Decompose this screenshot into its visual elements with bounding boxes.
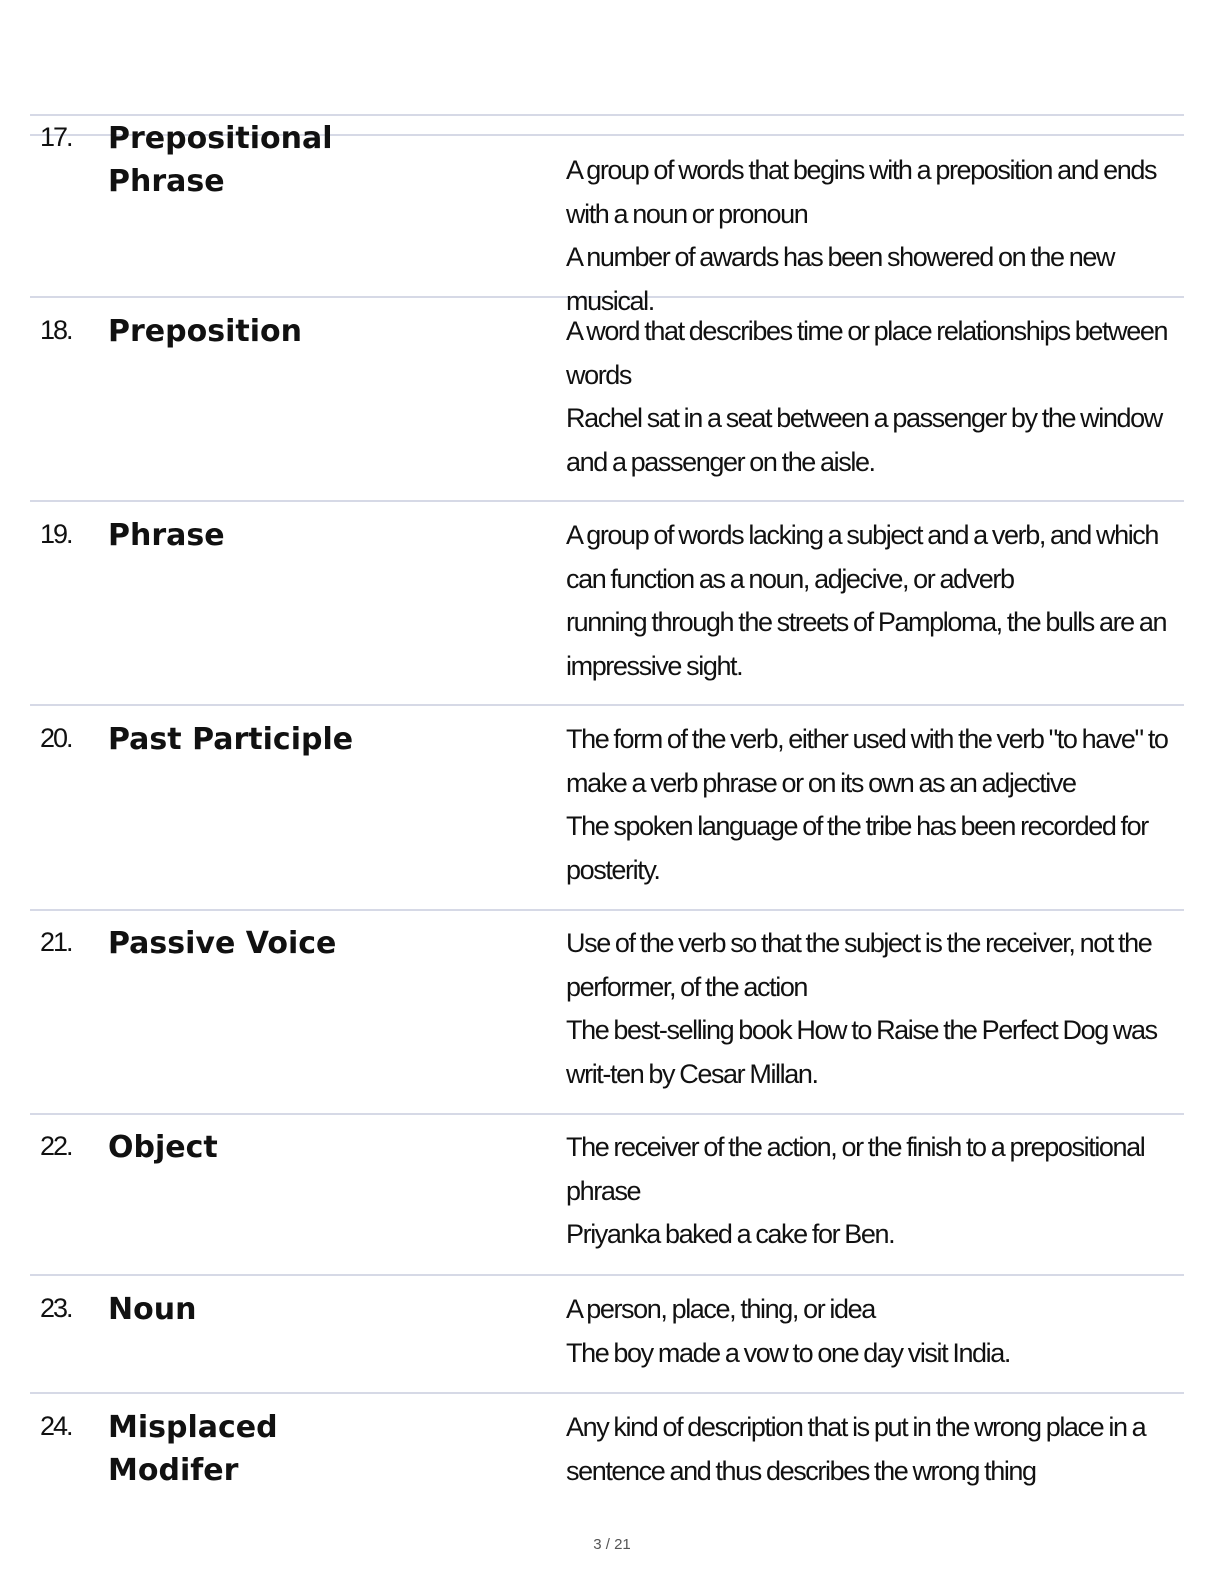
entry-term: Misplaced Modifer — [108, 1410, 278, 1488]
entry-definition: A word that describes time or place relationships between words — [566, 316, 1168, 390]
entry-example: Rachel sat in a seat between a passenger by the window and a passenger on the aisle. — [566, 403, 1162, 477]
entry-number: 23. — [40, 1293, 72, 1323]
entry-definition: Use of the verb so that the subject is the receiver, not the performer, of the action — [566, 928, 1152, 1002]
entry-example: The spoken language of the tribe has been recorded for posterity. — [566, 811, 1148, 885]
entry-definition-block — [566, 1126, 1186, 1257]
entry-example: A number of awards has been showered on the new musical. — [566, 242, 1115, 316]
entry-number: 21. — [40, 927, 72, 957]
entry-definition-block — [566, 149, 1186, 323]
entry-term: Passive Voice — [108, 926, 337, 961]
entry-number: 19. — [40, 519, 72, 549]
entry-definition-block — [566, 1288, 1186, 1375]
entry-term: Past Participle — [108, 722, 354, 757]
entry-term: Object — [108, 1130, 218, 1165]
entry-definition: A group of words that begins with a preposition and ends with a noun or pronoun — [566, 155, 1157, 229]
row-divider — [30, 1113, 1184, 1115]
entry-definition-block — [566, 514, 1186, 688]
entry-term: Phrase — [108, 518, 225, 553]
entry-number: 24. — [40, 1411, 72, 1441]
entry-definition: A group of words lacking a subject and a verb, and which can function as a noun, adjecive, or adverb — [566, 520, 1159, 594]
entry-example: Priyanka baked a cake for Ben. — [566, 1219, 895, 1249]
entry-definition-block — [566, 1406, 1186, 1493]
row-divider — [30, 909, 1184, 911]
entry-definition: The form of the verb, either used with the verb "to have" to make a verb phrase or on its own as an adjective — [566, 724, 1168, 798]
entry-term: Noun — [108, 1292, 197, 1327]
entry-number: 22. — [40, 1131, 72, 1161]
entry-term: Prepositional Phrase — [108, 121, 333, 199]
entry-definition-block — [566, 922, 1186, 1096]
entry-definition-block — [566, 310, 1186, 484]
entry-number: 17. — [40, 122, 72, 152]
row-divider — [30, 1392, 1184, 1394]
entry-term: Preposition — [108, 314, 302, 349]
entry-definition: The receiver of the action, or the finish to a prepositional phrase — [566, 1132, 1145, 1206]
row-divider — [30, 500, 1184, 502]
row-divider — [30, 114, 1184, 116]
entry-example: The boy made a vow to one day visit India. — [566, 1337, 1010, 1368]
entry-example: The best-selling book How to Raise the Perfect Dog was writ-ten by Cesar Millan. — [566, 1015, 1157, 1089]
entry-number: 18. — [40, 315, 72, 345]
entry-definition: Any kind of description that is put in the wrong place in a sentence and thus describes the wrong thing — [566, 1412, 1146, 1486]
page-indicator: 3 / 21 — [593, 1536, 631, 1553]
entry-definition: A person, place, thing, or idea — [566, 1294, 875, 1324]
entry-number: 20. — [40, 723, 72, 753]
entry-definition-block — [566, 718, 1186, 892]
row-divider — [30, 1274, 1184, 1276]
row-divider — [30, 704, 1184, 706]
entry-example: running through the streets of Pamploma, the bulls are an impressive sight. — [566, 607, 1167, 681]
